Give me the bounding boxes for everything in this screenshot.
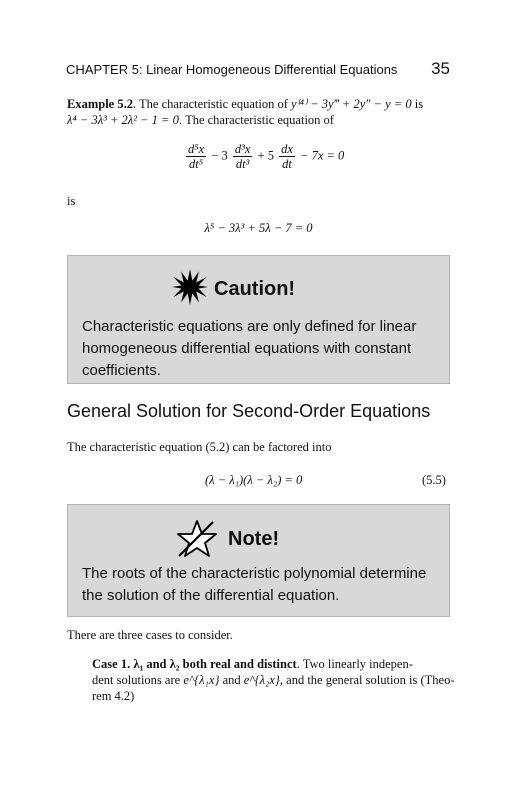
case-1-paragraph — [92, 656, 455, 704]
is-label: is — [67, 194, 76, 208]
caution-body: Characteristic equations are only defined for linear homogeneous differential equations with constant coefficients. — [82, 318, 417, 379]
caution-box — [67, 255, 450, 384]
cases-intro: There are three cases to consider. — [67, 628, 233, 642]
example-label: Example 5.2 — [67, 97, 133, 111]
example-text: . The characteristic equation of — [132, 97, 292, 111]
chapter-title: CHAPTER 5: Linear Homogeneous Differential Equations — [66, 62, 398, 77]
case-1-text: and — [219, 673, 244, 687]
case-1-text: dent solutions are — [92, 673, 184, 687]
operator: − 3 — [211, 148, 228, 163]
characteristic-equation-2: λ⁵ − 3λ³ + 5λ − 7 = 0 — [204, 221, 313, 235]
example-text: . The characteristic equation of — [178, 113, 334, 127]
characteristic-equation-1: λ⁴ − 3λ³ + 2λ² − 1 = 0 — [67, 113, 179, 127]
numerator: dx — [281, 142, 293, 156]
note-box — [67, 504, 450, 617]
solution-2: e^{λ₂x} — [243, 673, 280, 687]
example-paragraph — [67, 96, 451, 128]
case-1-text: . Two linearly indepen- — [296, 657, 413, 671]
example-text: is — [411, 97, 424, 111]
caution-title: Caution! — [214, 278, 296, 300]
ode-1: y⁽⁴⁾ − 3y‴ + 2y″ − y = 0 — [291, 97, 412, 111]
denominator: dt³ — [235, 157, 250, 171]
fraction-dx-dt — [279, 142, 295, 171]
running-head — [66, 59, 450, 78]
fraction-d5x-dt5 — [186, 142, 206, 171]
numerator: d⁵x — [188, 142, 205, 156]
case-1-text: , and the general solution is (Theo- — [279, 673, 455, 687]
numerator: d³x — [234, 142, 251, 156]
case-1-text: rem 4.2) — [92, 689, 135, 703]
equation-tail: − 7x = 0 — [300, 148, 345, 163]
fraction-d3x-dt3 — [233, 142, 253, 171]
section-heading: General Solution for Second-Order Equations — [67, 401, 431, 421]
star-icon — [176, 519, 218, 562]
case-1-heading: . λ₁ and λ₂ both real and distinct — [127, 657, 297, 671]
note-body: The roots of the characteristic polynomial determine the solution of the differential equation. — [82, 565, 427, 604]
note-title: Note! — [228, 528, 280, 550]
operator: + 5 — [257, 148, 274, 163]
starburst-icon — [172, 269, 208, 310]
equation-number: (5.5) — [422, 473, 446, 487]
ode-2-display — [184, 142, 344, 171]
denominator: dt — [282, 157, 292, 171]
case-1-label: Case 1 — [92, 657, 128, 671]
denominator: dt⁵ — [189, 157, 204, 171]
solution-1: e^{λ₁x} — [183, 673, 220, 687]
factored-equation: (λ − λ₁)(λ − λ₂) = 0 — [205, 473, 303, 487]
section-intro: The characteristic equation (5.2) can be factored into — [67, 440, 332, 454]
page-number: 35 — [431, 59, 450, 78]
